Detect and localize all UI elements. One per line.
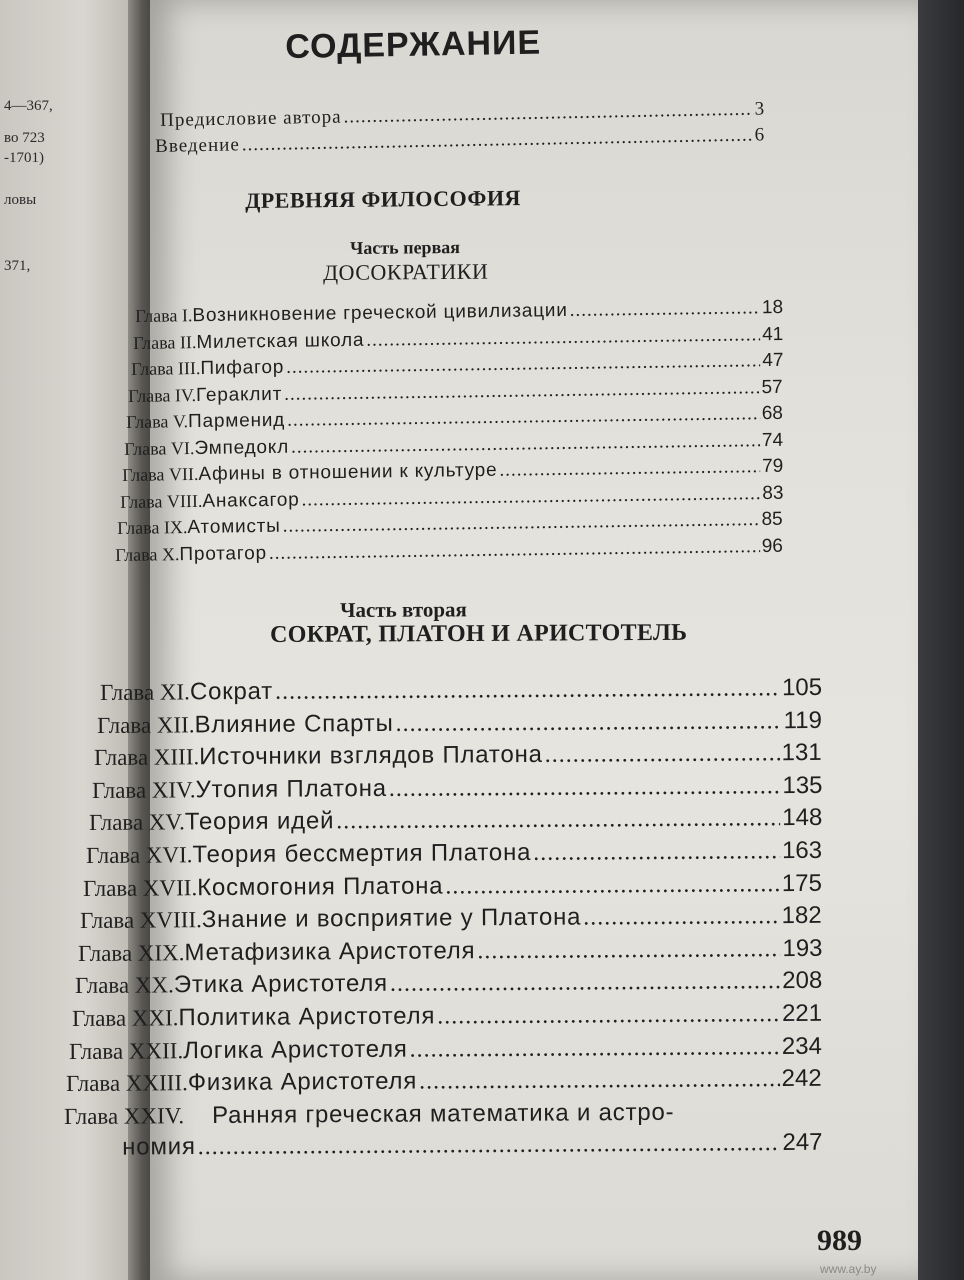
chapter-page: 182 [781,902,823,930]
dot-leader [286,350,761,379]
chapter-title: Эмпедокл [194,436,290,459]
chapter-row [135,297,783,328]
chapter-title: Ранняя греческая математика и астро- [211,1098,675,1129]
chapter-row [131,350,784,381]
chapter-title: Космогония Платона [197,872,444,901]
chapter-title: Пифагор [199,356,284,380]
page-number: 989 [817,1224,862,1257]
dot-leader [242,125,753,157]
chapter-row [75,967,822,1000]
part-heading: Часть первая [350,237,461,258]
dot-leader [197,1130,780,1161]
chapter-title: Теория идей [184,807,335,836]
dot-leader [533,838,780,867]
chapter-page: 74 [761,429,784,451]
chapter-title: Гераклит [196,383,283,406]
chapter-label: Глава VIII. [119,490,203,512]
page-title: СОДЕРЖАНИЕ [285,23,542,66]
toc-entry-page: 3 [754,98,766,120]
chapter-page: 234 [781,1032,823,1060]
chapter-row [117,509,783,540]
chapter-label: Глава II. [132,331,197,353]
dot-leader [410,1034,780,1064]
chapter-label: Глава VI. [124,437,195,459]
chapter-row [80,902,822,935]
dot-leader [437,1001,780,1030]
chapter-label: Глава XXIII. [66,1070,189,1097]
dot-leader [390,968,780,998]
chapter-page: 135 [781,771,823,799]
dot-leader [291,430,760,459]
chapter-row [97,707,822,740]
chapter-title: Знание и восприятие у Платона [202,903,582,934]
chapter-page: 247 [781,1128,823,1156]
chapter-row [83,869,822,902]
part-title: ДОСОКРАТИКИ [323,258,489,285]
chapter-label: Глава XVIII. [80,907,203,934]
chapter-page: 193 [781,934,823,962]
chapter-page: 163 [781,836,823,865]
left-page-fragment: -1701) [4,150,44,166]
dot-leader [343,99,752,129]
chapter-row [89,804,822,837]
part-title: СОКРАТ, ПЛАТОН И АРИСТОТЕЛЬ [270,619,688,648]
chapter-page: 18 [761,296,784,319]
chapter-label: Глава III. [130,358,201,379]
chapter-title: Возникновение греческой цивилизации [192,299,568,327]
chapter-label: Глава V. [126,411,189,432]
chapter-label: Глава XVII. [83,874,198,901]
chapter-page: 47 [761,349,784,372]
chapter-label: Глава XXII. [69,1037,184,1064]
dot-leader [419,1066,780,1096]
part-heading: Часть вторая [340,597,467,622]
chapter-page: 242 [781,1064,823,1093]
chapter-label: Глава IV. [128,384,197,406]
dot-leader [269,535,760,564]
chapter-label: Глава XIII. [94,744,200,771]
dot-leader [499,456,760,482]
toc-entry-page: 6 [754,124,766,146]
chapter-page: 83 [761,482,784,504]
dot-leader [445,871,780,900]
chapter-row-continuation [64,1129,823,1162]
chapter-title-continuation: номия [121,1132,196,1161]
chapter-label: Глава XIX. [77,940,185,966]
chapter-page: 68 [761,402,784,425]
chapter-row [126,403,783,434]
watermark: www.ay.by [820,1262,877,1276]
left-page-fragment: во 723 [4,130,45,146]
dot-leader [287,403,760,432]
chapter-row [86,837,822,870]
chapter-page: 131 [781,739,823,767]
chapter-row [66,1065,822,1098]
chapter-title: Политика Аристотеля [178,1002,436,1032]
chapter-row [124,429,783,460]
chapter-label: Глава XXIV. [63,1102,184,1129]
dot-leader [366,324,760,351]
chapter-title: Метафизика Аристотеля [183,937,476,967]
chapter-label: Глава XII. [97,711,195,738]
chapter-label: Глава XVI. [86,842,193,868]
section-title: ДРЕВНЯЯ ФИЛОСОФИЯ [245,185,522,213]
chapter-title: Атомисты [187,515,282,539]
chapter-title: Теория бессмертия Платона [192,838,532,869]
chapter-title: Логика Аристотеля [183,1035,408,1064]
left-page-fragment: 4—367, [4,98,53,114]
dot-leader [396,708,782,738]
toc-entry-title: Предисловие автора [160,106,342,131]
chapter-title: Милетская школа [196,329,365,353]
chapter-row [94,739,822,772]
chapter-row [72,1000,822,1033]
chapter-page: 175 [781,869,823,897]
chapter-label: Глава XXI. [72,1005,179,1031]
chapter-label: Глава VII. [121,463,199,485]
chapter-label: Глава XX. [74,972,174,999]
dot-leader [284,377,760,406]
chapter-label: Глава X. [115,543,180,565]
chapter-title: Физика Аристотеля [188,1067,418,1097]
chapter-label: Глава XIV. [91,777,196,803]
chapter-title: Анаксагор [201,488,300,512]
chapter-row [128,376,783,407]
dot-leader [283,509,760,538]
chapter-page: 79 [761,455,784,478]
dot-leader [301,483,760,511]
chapter-page: 148 [781,804,823,832]
chapter-page: 208 [781,967,823,995]
dot-leader [584,903,781,931]
chapter-page: 96 [761,535,784,557]
chapter-label: Глава I. [135,305,193,326]
chapter-page: 221 [781,999,823,1028]
dot-leader [545,740,780,769]
chapter-page: 57 [761,376,784,398]
chapter-row [64,1098,823,1131]
chapter-title: Афины в отношении к культуре [198,459,498,485]
chapter-title: Источники взглядов Платона [199,741,544,771]
chapter-row [133,323,783,354]
left-page-fragment: 371, [4,258,31,274]
dot-leader [336,806,780,836]
chapter-label: Глава XI. [100,679,190,705]
dot-leader [570,297,761,322]
chapter-page: 105 [781,673,823,702]
dot-leader [477,936,780,965]
chapter-label: Глава XV. [88,809,185,836]
chapter-row [120,482,784,513]
chapter-row [100,674,822,707]
chapter-row [92,772,823,805]
toc-entry-title: Введение [155,134,240,157]
dot-leader [388,773,780,803]
chapter-title: Влияние Спарты [194,709,394,738]
chapter-label: Глава IX. [117,517,188,538]
chapter-row [115,535,783,566]
chapter-row [69,1032,822,1065]
left-page-fragment: ловы [4,192,37,208]
chapter-page: 119 [783,706,823,734]
chapter-page: 85 [761,508,784,530]
chapter-title: Сократ [189,677,274,706]
chapter-row [78,935,823,968]
chapter-row [122,456,783,487]
chapter-page: 41 [761,323,784,345]
chapter-title: Утопия Платона [195,774,387,804]
dot-leader [275,675,780,706]
chapter-title: Протагор [179,542,268,565]
chapter-title: Этика Аристотеля [173,970,388,999]
chapter-title: Парменид [188,409,286,433]
